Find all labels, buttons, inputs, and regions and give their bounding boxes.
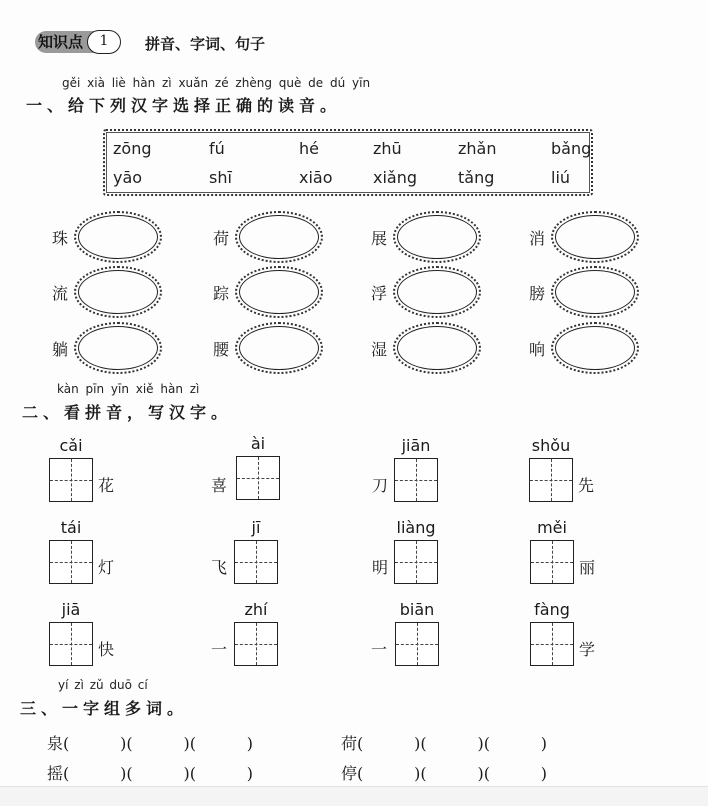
oval-question: [371, 215, 477, 259]
badge-number: 1: [87, 30, 121, 54]
tianzige-box[interactable]: [529, 458, 573, 502]
answer-oval[interactable]: [555, 326, 635, 370]
word-group-row[interactable]: 荷( )( )( ): [341, 734, 548, 753]
tianzige-pinyin: fàng: [534, 600, 570, 619]
oval-question: [213, 215, 319, 259]
oval-question: [52, 215, 158, 259]
section3-title: 三、一字组多词。: [20, 699, 189, 718]
tianzige-hanzi: 先: [578, 476, 595, 495]
tianzige-hanzi: 灯: [98, 558, 115, 577]
answer-oval[interactable]: [78, 326, 158, 370]
pinyin-options-box: [103, 129, 593, 196]
tianzige-hanzi: 喜: [211, 476, 228, 495]
pinyin-option: zhǎn: [458, 139, 497, 158]
oval-question: [213, 270, 319, 314]
tianzige-box[interactable]: [530, 622, 574, 666]
answer-oval[interactable]: [555, 270, 635, 314]
pinyin-option: fú: [209, 139, 225, 158]
tianzige-box[interactable]: [394, 540, 438, 584]
question-character: 珠: [52, 228, 69, 248]
oval-question: [52, 270, 158, 314]
pinyin-option: bǎng: [551, 139, 592, 158]
tianzige-box[interactable]: [394, 458, 438, 502]
tianzige-box[interactable]: [395, 622, 439, 666]
word-group-row[interactable]: 摇( )( )( ): [47, 764, 254, 783]
answer-oval[interactable]: [78, 215, 158, 259]
pinyin-option: xiāo: [299, 168, 333, 187]
oval-question: [371, 270, 477, 314]
oval-question: [529, 270, 635, 314]
tianzige-hanzi: 学: [579, 640, 596, 659]
question-character: 消: [529, 228, 546, 248]
section2-title: 二、看拼音，写汉字。: [22, 403, 233, 422]
pinyin-option: zōng: [113, 139, 152, 158]
tianzige-hanzi: 飞: [211, 558, 228, 577]
pinyin-option: yāo: [113, 168, 143, 187]
answer-oval[interactable]: [239, 215, 319, 259]
tianzige-box[interactable]: [49, 540, 93, 584]
tianzige-pinyin: ài: [250, 434, 266, 453]
knowledge-point-badge: [35, 30, 121, 54]
tianzige-pinyin: biān: [399, 600, 435, 619]
question-character: 荷: [213, 228, 230, 248]
question-character: 腰: [213, 339, 230, 359]
answer-oval[interactable]: [397, 270, 477, 314]
pinyin-option: tǎng: [458, 168, 495, 187]
question-character: 展: [371, 228, 388, 248]
bottom-margin-strip: [0, 786, 708, 806]
oval-question: [529, 215, 635, 259]
question-character: 湿: [371, 339, 388, 359]
word-group-row[interactable]: 泉( )( )( ): [47, 734, 254, 753]
pinyin-option: zhū: [373, 139, 402, 158]
section1-title: 一、给下列汉字选择正确的读音。: [26, 96, 342, 115]
question-character: 踪: [213, 283, 230, 303]
tianzige-pinyin: jiān: [401, 436, 431, 455]
pinyin-option: liú: [551, 168, 571, 187]
tianzige-pinyin: tái: [60, 518, 82, 537]
tianzige-hanzi: 丽: [579, 558, 596, 577]
answer-oval[interactable]: [78, 270, 158, 314]
pinyin-option: xiǎng: [373, 168, 418, 187]
tianzige-hanzi: 花: [98, 476, 115, 495]
tianzige-hanzi: 一: [371, 640, 388, 659]
tianzige-pinyin: zhí: [244, 600, 268, 619]
tianzige-box[interactable]: [234, 622, 278, 666]
section3-pinyin: yí zì zǔ duō cí: [58, 678, 148, 692]
question-character: 浮: [371, 283, 388, 303]
section1-pinyin: gěi xià liè hàn zì xuǎn zé zhèng què de dú yīn: [62, 76, 371, 90]
tianzige-box[interactable]: [234, 540, 278, 584]
pinyin-option: hé: [299, 139, 319, 158]
question-character: 流: [52, 283, 69, 303]
tianzige-hanzi: 刀: [372, 476, 389, 495]
tianzige-pinyin: jiā: [61, 600, 81, 619]
answer-oval[interactable]: [555, 215, 635, 259]
answer-oval[interactable]: [397, 326, 477, 370]
page-title: 拼音、字词、句子: [145, 35, 266, 53]
question-character: 响: [529, 339, 546, 359]
question-character: 膀: [529, 283, 546, 303]
tianzige-hanzi: 快: [98, 640, 115, 659]
oval-question: [371, 326, 477, 370]
oval-question: [213, 326, 319, 370]
answer-oval[interactable]: [239, 270, 319, 314]
answer-oval[interactable]: [239, 326, 319, 370]
word-group-row[interactable]: 停( )( )( ): [341, 764, 548, 783]
oval-question: [529, 326, 635, 370]
tianzige-pinyin: liàng: [396, 518, 436, 537]
tianzige-hanzi: 一: [211, 640, 228, 659]
section2-pinyin: kàn pīn yīn xiě hàn zì: [57, 382, 200, 396]
tianzige-box[interactable]: [236, 456, 280, 500]
oval-question: [52, 326, 158, 370]
tianzige-pinyin: shǒu: [531, 436, 571, 455]
tianzige-box[interactable]: [530, 540, 574, 584]
tianzige-hanzi: 明: [372, 558, 389, 577]
tianzige-pinyin: měi: [537, 518, 567, 537]
tianzige-pinyin: cǎi: [59, 436, 83, 455]
tianzige-pinyin: jī: [251, 518, 261, 537]
tianzige-box[interactable]: [49, 622, 93, 666]
question-character: 躺: [52, 339, 69, 359]
tianzige-box[interactable]: [49, 458, 93, 502]
answer-oval[interactable]: [397, 215, 477, 259]
pinyin-option: shī: [209, 168, 232, 187]
badge-label: 知识点: [35, 31, 101, 53]
